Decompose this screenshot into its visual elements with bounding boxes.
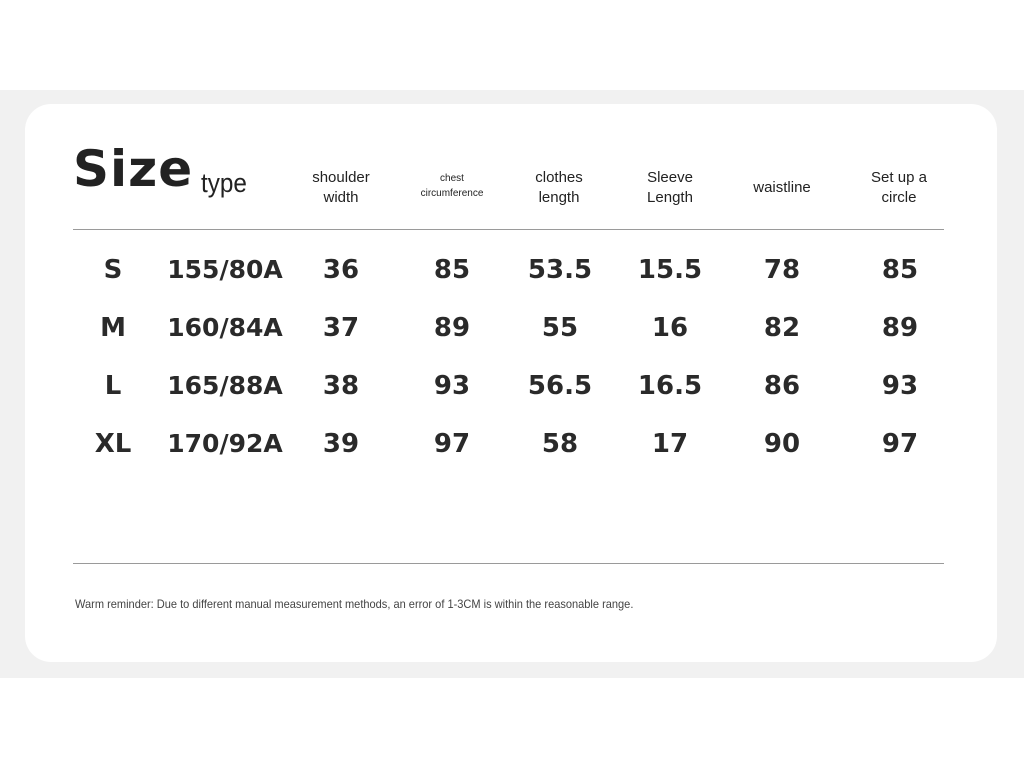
value-cell: 90: [763, 429, 801, 459]
type-cell: 160/84A: [167, 313, 283, 342]
value-cell: 16: [651, 313, 689, 343]
value-cell: 37: [322, 313, 360, 343]
value-cell: 53.5: [527, 255, 593, 285]
value-cell: 85: [433, 255, 471, 285]
value-cell: 85: [881, 255, 919, 285]
value-cell: 39: [322, 429, 360, 459]
table-row: [25, 366, 997, 406]
value-cell: 36: [322, 255, 360, 285]
header-divider: [73, 229, 944, 230]
value-cell: 93: [881, 371, 919, 401]
size-cell: M: [100, 313, 126, 343]
size-title: Size: [73, 140, 194, 198]
value-cell: 16.5: [637, 371, 703, 401]
footer-divider: [73, 563, 944, 564]
size-cell: S: [103, 255, 123, 285]
value-cell: 82: [763, 313, 801, 343]
header-waistline: waistline: [753, 179, 811, 196]
value-cell: 58: [541, 429, 579, 459]
size-cell: XL: [94, 429, 132, 459]
header-sleeve-length: Sleeve Length: [647, 169, 693, 206]
value-cell: 78: [763, 255, 801, 285]
header-shoulder-width: shoulder width: [312, 169, 370, 206]
value-cell: 17: [651, 429, 689, 459]
header-set-up-a-circle: Set up a circle: [871, 169, 927, 206]
value-cell: 97: [433, 429, 471, 459]
header-chest-circumference: chest circumference: [420, 173, 484, 199]
value-cell: 93: [433, 371, 471, 401]
type-cell: 165/88A: [167, 371, 283, 400]
size-cell: L: [104, 371, 122, 401]
value-cell: 38: [322, 371, 360, 401]
value-cell: 89: [881, 313, 919, 343]
type-column-header: type: [201, 168, 247, 198]
type-cell: 170/92A: [167, 429, 283, 458]
table-row: [25, 424, 997, 464]
value-cell: 89: [433, 313, 471, 343]
table-row: [25, 308, 997, 348]
value-cell: 15.5: [637, 255, 703, 285]
value-cell: 56.5: [527, 371, 593, 401]
value-cell: 97: [881, 429, 919, 459]
value-cell: 55: [541, 313, 579, 343]
type-cell: 155/80A: [167, 255, 283, 284]
table-row: [25, 250, 997, 290]
value-cell: 86: [763, 371, 801, 401]
header-clothes-length: clothes length: [535, 169, 583, 206]
size-chart-card: [25, 104, 997, 662]
warm-reminder-note: Warm reminder: Due to different manual measurement methods, an error of 1-3CM is within the reasonable range.: [75, 597, 634, 611]
